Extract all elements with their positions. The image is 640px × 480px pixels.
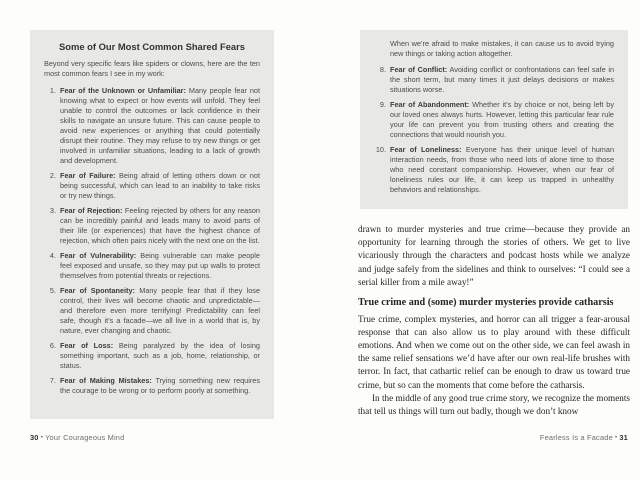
fear-item [374, 100, 614, 140]
fear-item-body: Trying something new requires the courage to be wrong or to perform poorly at something. [60, 376, 260, 395]
dot-separator: • [40, 434, 44, 441]
page-number: 31 [619, 433, 628, 442]
fear-item-number: 1. [49, 86, 56, 95]
fear-item-label: Fear of Vulnerability: [60, 251, 137, 260]
footer-left [30, 433, 124, 442]
fear-item-body: Avoiding conflict or confrontations can feel safe in the short term, but many times it just delays decisions or makes situations worse. [390, 65, 615, 94]
fear-item-number: 6. [49, 341, 56, 350]
dot-separator: • [614, 434, 618, 441]
fear-item-body: Everyone has their unique level of human interaction needs, from those who need lots of alone time to those who need constant companionship. However, when our fear of loneliness rules our life, it can keep us trapped in unhealthy behaviors and relationships. [390, 145, 615, 194]
chapter-title: Fearless Is a Facade [539, 433, 613, 442]
fears-box-continuation-text: When we’re afraid to make mistakes, it can cause us to avoid trying new things or taking action altogether. [390, 39, 614, 58]
fear-item-label: Fear of Abandonment: [390, 100, 470, 109]
page-right [320, 0, 640, 480]
fear-item-label: Fear of Making Mistakes: [60, 376, 152, 385]
body-paragraph: True crime, complex mysteries, and horror can all trigger a fear-arousal response that can also allow us to play around with these difficult emotions. And when we come out on the other side, we can feel awash in the same relief sensations we’d have after our own real-life brushes with terror. In fact, that cathartic relief can be enough to draw us toward true crime, but so can the moments that come before the catharsis. [358, 313, 630, 390]
fear-item-body: Being vulnerable can make people feel exposed and unsafe, so they may put up walls to protect themselves from potential threats or rejections. [60, 251, 260, 280]
page-number: 30 [30, 433, 39, 442]
fear-item-body: Feeling rejected by others for any reason can be incredibly painful and leads many to avoid parts of their life (or experiences) that have the highest chance of rejection, which often pairs nicely with the next one on the list. [60, 206, 260, 245]
fears-box [30, 30, 274, 419]
fear-item-label: Fear of Loneliness: [390, 145, 462, 154]
fear-item-label: Fear of Loss: [60, 341, 114, 350]
fear-item-text [60, 171, 260, 201]
fear-item-number: 7. [49, 376, 56, 385]
section-heading: True crime and (some) murder mysteries provide catharsis [358, 297, 614, 309]
fear-item [44, 286, 260, 336]
fear-item-text [60, 206, 260, 246]
fear-item-number: 5. [49, 286, 56, 295]
fear-item-label: Fear of the Unknown or Unfamiliar: [60, 86, 186, 95]
fear-item [44, 376, 260, 396]
fear-item-text [60, 376, 260, 396]
fear-item-number: 9. [379, 100, 386, 109]
fear-item [44, 171, 260, 201]
fear-item-text [60, 251, 260, 281]
fear-item-body: Being paralyzed by the idea of losing something important, such as a job, home, relationship, or status. [60, 341, 260, 370]
fear-item-label: Fear of Spontaneity: [60, 286, 135, 295]
fear-item-number: 10. [375, 145, 386, 154]
fear-item-text [390, 100, 614, 140]
fear-item-label: Fear of Failure: [60, 171, 116, 180]
fear-item-text [60, 86, 260, 166]
fear-item-body: Many people fear that if they lose control, their lives will become chaotic and unpredictable—and therefore even more terrifying! Predictability can feel safe, though it’s a facade—we all live in a world that is, by nature, ever changing and chaotic. [60, 286, 261, 335]
fear-item-text [60, 286, 260, 336]
fears-box-title: Some of Our Most Common Shared Fears [59, 41, 245, 52]
fear-item [44, 206, 260, 246]
fear-item-body: Whether it’s by choice or not, being left by our loved ones always hurts. However, letting this particular fear rule your life can prevent you from trusting others and creating the connections that would nourish you. [390, 100, 615, 139]
footer-right [540, 433, 628, 442]
fear-item-number: 8. [379, 65, 386, 74]
book-title: Your Courageous Mind [45, 433, 125, 442]
fear-item-text [390, 145, 614, 195]
fear-item-label: Fear of Conflict: [390, 65, 448, 74]
body-paragraph: In the middle of any good true crime story, we recognize the moments that tell us things will turn out badly, though we don’t know [358, 392, 630, 417]
fear-item-label: Fear of Rejection: [60, 206, 123, 215]
fear-item-number: 3. [49, 206, 56, 215]
fears-box-continued [360, 30, 628, 209]
fears-box-intro: Beyond very specific fears like spiders or clowns, here are the ten most common fears I see in my work: [44, 59, 260, 78]
fear-item [44, 86, 260, 166]
fear-item [44, 341, 260, 371]
fear-item [374, 145, 614, 195]
body-text-column [358, 223, 630, 418]
fear-item-body: Many people fear not knowing what to expect or how events will unfold. They feel unable to control the outcomes or lack confidence in their skills to navigate an unsure future. This can cause people to avoid new experiences or anything that could potentially disrupt their routine. They may refuse to try new things or get involved in unfamiliar situations, leading to a lack of growth and development. [60, 86, 261, 165]
fear-item-number: 2. [49, 171, 56, 180]
fear-item [374, 65, 614, 95]
fear-item-body: Being afraid of letting others down or not being successful, which can lead to an inability to take risks or try new things. [60, 171, 260, 200]
body-paragraph-continued: drawn to murder mysteries and true crime—because they provide an opportunity for learning through the stories of others. We get to live vicariously through the characters and podcast hosts while we analyze and judge safely from the sidelines and think to ourselves: “I could see a serial killer from a mile away!” [358, 224, 630, 287]
fear-item-number: 4. [49, 251, 56, 260]
fear-item-text [60, 341, 260, 371]
fear-item [44, 251, 260, 281]
fear-item-text [390, 65, 614, 95]
